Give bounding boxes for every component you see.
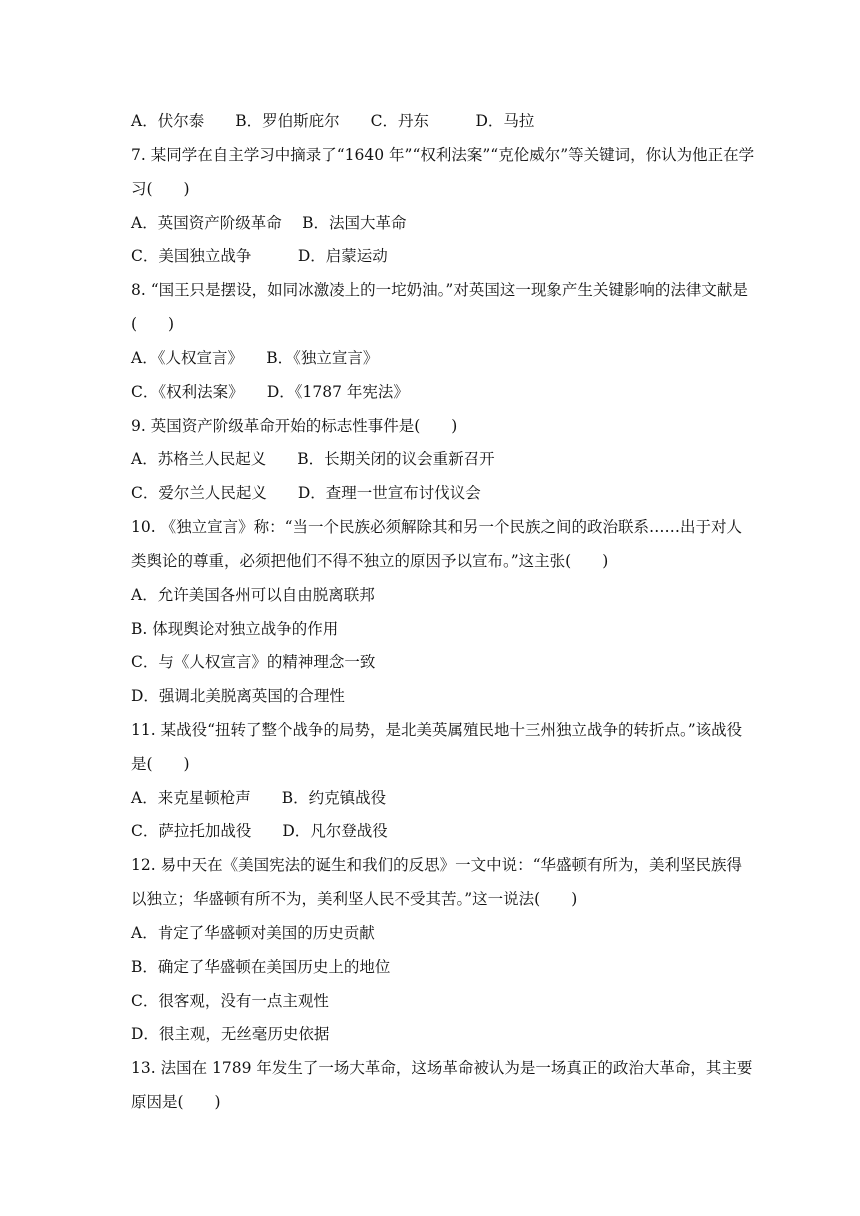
q12-stem-line2: 以独立；华盛顿有所不为，美利坚人民不受其苦。”这一说法( ) [131, 890, 578, 908]
q12-option-d: D．很主观，无丝毫历史依据 [131, 1025, 330, 1043]
q11-options-cd: C．萨拉托加战役 D．凡尔登战役 [131, 822, 388, 840]
q9-options-cd: C．爱尔兰人民起义 D．查理一世宣布讨伐议会 [131, 484, 481, 502]
q13-stem-line2: 原因是( ) [131, 1093, 221, 1111]
q10-option-a: A．允许美国各州可以自由脱离联邦 [131, 586, 375, 604]
q10-option-d: D．强调北美脱离英国的合理性 [131, 687, 345, 705]
q9-stem: 9. 英国资产阶级革命开始的标志性事件是( ) [131, 417, 458, 435]
q12-option-c: C．很客观，没有一点主观性 [131, 992, 329, 1010]
q10-stem-line1: 10. 《独立宣言》称：“当一个民族必须解除其和另一个民族之间的政治联系……出于对人 [131, 518, 743, 536]
q10-option-c: C．与《人权宣言》的精神理念一致 [131, 653, 376, 671]
q8-options-cd: C．《权利法案》 D．《1787 年宪法》 [131, 383, 409, 401]
q11-stem-line1: 11. 某战役“扭转了整个战争的局势，是北美英属殖民地十三州独立战争的转折点。”该战役 [131, 721, 743, 739]
q11-stem-line2: 是( ) [131, 755, 190, 773]
q10-option-b: B. 体现舆论对独立战争的作用 [131, 620, 339, 638]
q9-options-ab: A．苏格兰人民起义 B．长期关闭的议会重新召开 [131, 450, 495, 468]
q13-stem-line1: 13. 法国在 1789 年发生了一场大革命，这场革命被认为是一场真正的政治大革命，其主要 [131, 1059, 753, 1077]
q12-stem-line1: 12. 易中天在《美国宪法的诞生和我们的反思》一文中说：“华盛顿有所为，美利坚民族得 [131, 856, 743, 874]
q7-stem-line1: 7. 某同学在自主学习中摘录了“1640 年”“权利法案”“克伦威尔”等关键词，你认为他正在学 [131, 146, 755, 164]
q6-options: A．伏尔泰 B．罗伯斯庇尔 C．丹东 D．马拉 [131, 112, 535, 130]
q7-options-cd: C．美国独立战争 D．启蒙运动 [131, 247, 388, 265]
q8-stem-line1: 8. “国王只是摆设，如同冰激凌上的一坨奶油。”对英国这一现象产生关键影响的法律文献是 [131, 281, 748, 299]
q7-options-ab: A．英国资产阶级革命 B．法国大革命 [131, 214, 407, 232]
q10-stem-line2: 类舆论的尊重，必须把他们不得不独立的原因予以宣布。”这主张( ) [131, 552, 609, 570]
q11-options-ab: A．来克星顿枪声 B．约克镇战役 [131, 789, 387, 807]
q8-options-ab: A．《人权宣言》 B．《独立宣言》 [131, 349, 379, 367]
q7-stem-line2: 习( ) [131, 180, 190, 198]
q12-option-a: A．肯定了华盛顿对美国的历史贡献 [131, 924, 375, 942]
q12-option-b: B．确定了华盛顿在美国历史上的地位 [131, 958, 391, 976]
q8-stem-line2: ( ) [131, 315, 175, 333]
